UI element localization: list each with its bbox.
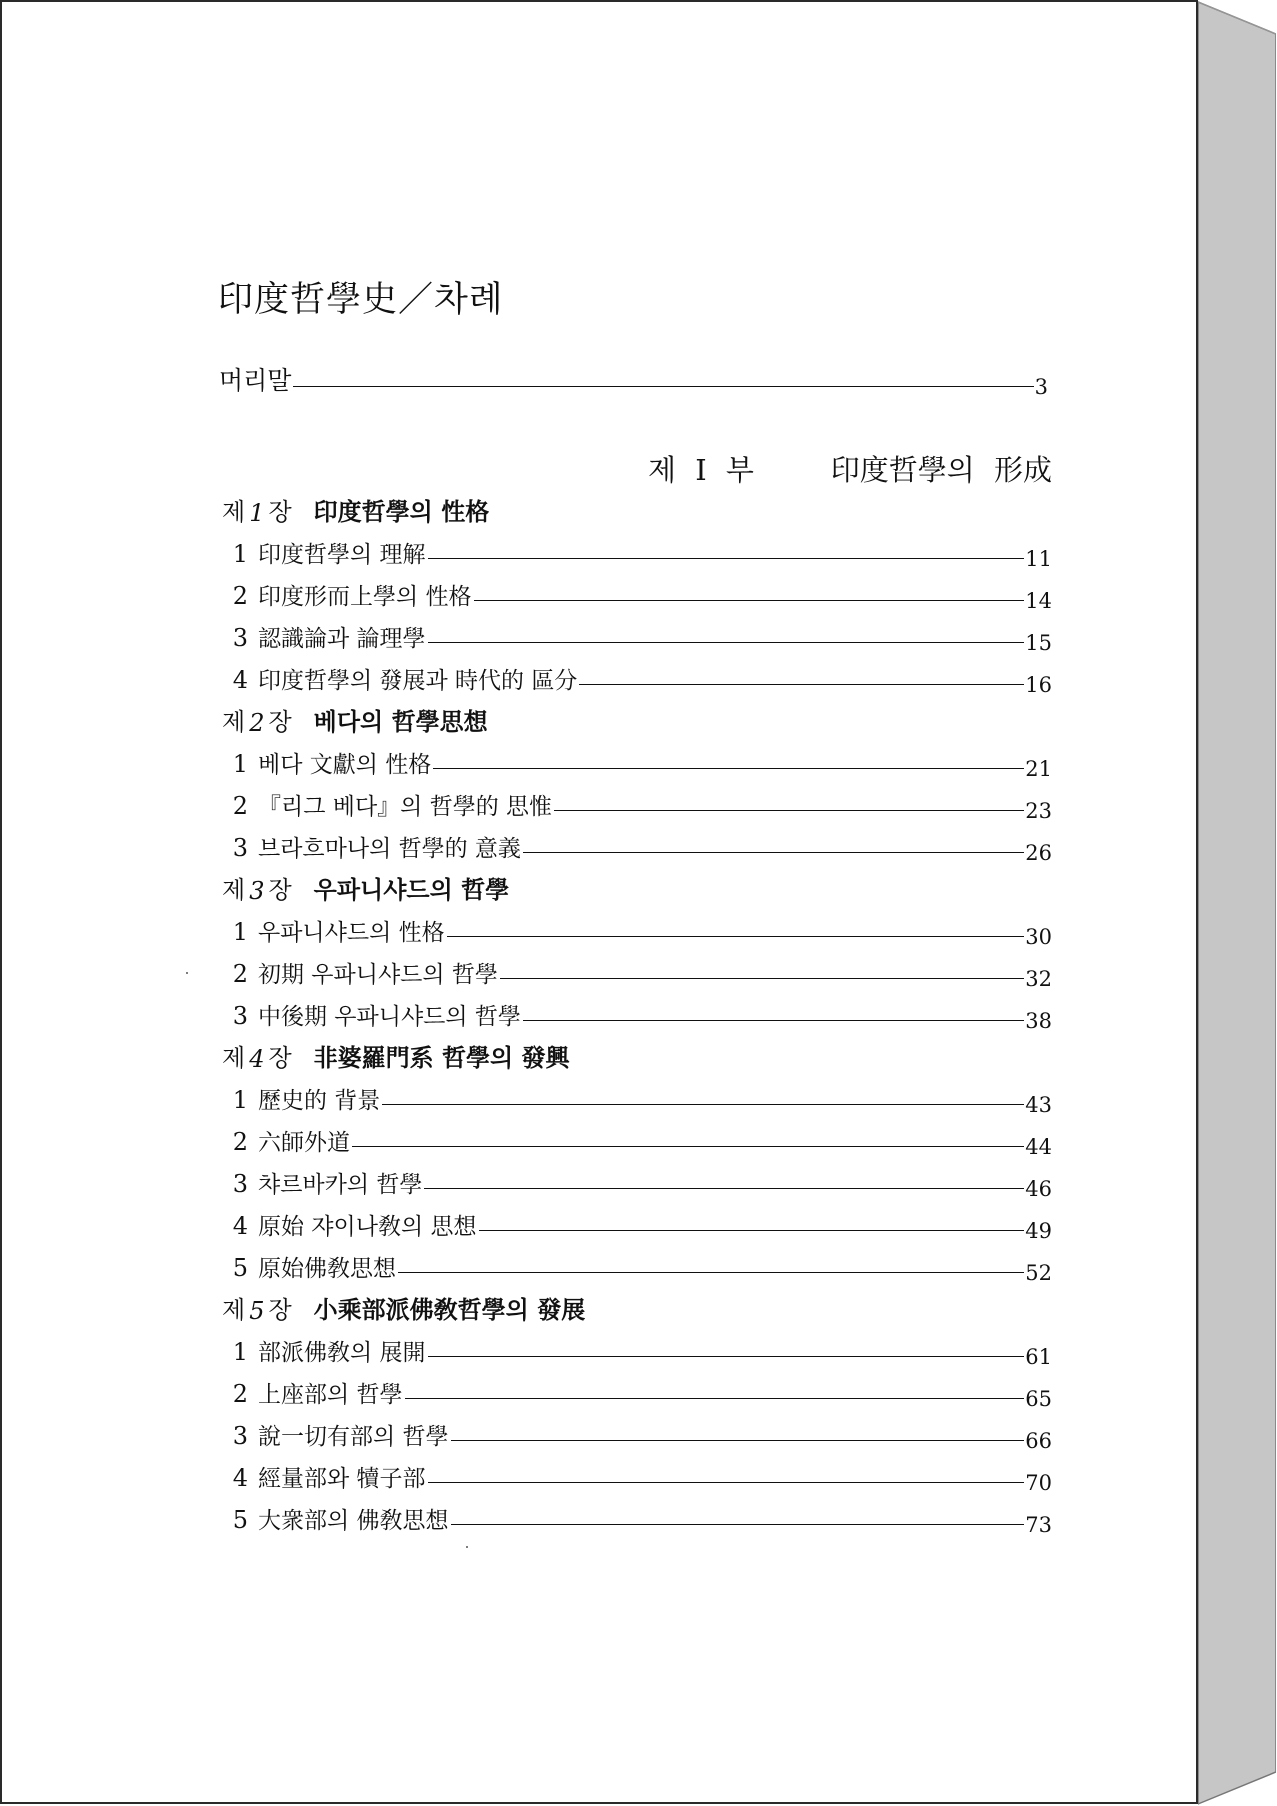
section-title: 印度形而上學의 性格 <box>258 584 472 610</box>
section-label <box>222 662 579 695</box>
section-number: 4 <box>232 1464 248 1492</box>
dot-leader <box>428 558 1025 559</box>
section-label <box>222 1250 398 1283</box>
section-title: 우파니샤드의 性格 <box>258 920 445 946</box>
chapter-suffix: 장 <box>268 498 292 526</box>
section-label <box>222 1502 451 1535</box>
toc-section-entry[interactable] <box>222 1375 1052 1409</box>
section-title: 歷史的 背景 <box>258 1088 381 1114</box>
dot-leader <box>382 1104 1024 1105</box>
dot-leader <box>428 1482 1025 1483</box>
section-title: 認識論과 論理學 <box>258 626 426 652</box>
toc-section-entry[interactable] <box>222 1333 1052 1367</box>
section-label <box>222 998 523 1031</box>
section-label <box>222 746 433 779</box>
section-title: 初期 우파니샤드의 哲學 <box>258 962 498 988</box>
chapter-title: 우파니샤드의 哲學 <box>313 876 510 904</box>
section-title: 六師外道 <box>258 1130 350 1156</box>
section-label <box>222 956 500 989</box>
section-number: 1 <box>232 918 248 946</box>
page-number: 26 <box>1025 841 1052 865</box>
page-number: 38 <box>1025 1009 1052 1033</box>
toc-section-entry[interactable] <box>222 829 1052 863</box>
section-title: 部派佛敎의 展開 <box>258 1340 426 1366</box>
section-number: 5 <box>232 1254 248 1282</box>
chapter-number: 1 <box>249 499 265 527</box>
toc-section-entry[interactable] <box>222 1459 1052 1493</box>
toc-section-entry[interactable] <box>222 1123 1052 1157</box>
page-number: 16 <box>1025 673 1052 697</box>
chapter-suffix: 장 <box>268 876 292 904</box>
chapter-suffix: 장 <box>268 1296 292 1324</box>
section-number: 1 <box>232 750 248 778</box>
section-number: 5 <box>232 1506 248 1534</box>
dot-leader <box>447 936 1025 937</box>
chapter-number: 2 <box>249 709 265 737</box>
section-title: 브라흐마나의 哲學的 意義 <box>258 836 521 862</box>
section-number: 3 <box>232 1002 248 1030</box>
dot-leader <box>554 810 1024 811</box>
page-number: 3 <box>1034 375 1048 399</box>
dot-leader <box>474 600 1025 601</box>
section-label <box>222 788 554 821</box>
chapter-title: 非婆羅門系 哲學의 發興 <box>313 1044 570 1072</box>
chapter-suffix: 장 <box>268 1044 292 1072</box>
toc-section-entry[interactable] <box>222 955 1052 989</box>
section-number: 2 <box>232 1128 248 1156</box>
chapter-title: 印度哲學의 性格 <box>313 498 490 526</box>
section-title: 印度哲學의 發展과 時代的 區分 <box>258 668 578 694</box>
page-number: 65 <box>1025 1387 1052 1411</box>
section-title: 經量部와 犢子部 <box>258 1466 426 1492</box>
section-label <box>222 578 474 611</box>
chapter-prefix: 제 <box>222 1296 246 1324</box>
chapter-number: 4 <box>249 1045 265 1073</box>
page-number: 46 <box>1025 1177 1052 1201</box>
section-label <box>222 1334 428 1367</box>
dot-leader <box>500 978 1024 979</box>
toc-section-entry[interactable] <box>222 661 1052 695</box>
chapter-heading[interactable] <box>222 1039 570 1073</box>
section-title: 『리그 베다』의 哲學的 思惟 <box>258 794 553 820</box>
section-number: 3 <box>232 1422 248 1450</box>
part-heading <box>648 448 1052 489</box>
page-number: 49 <box>1025 1219 1052 1243</box>
page-number: 44 <box>1025 1135 1052 1159</box>
section-number: 2 <box>232 582 248 610</box>
dot-leader <box>428 1356 1025 1357</box>
toc-section-entry[interactable] <box>222 1081 1052 1115</box>
section-label <box>222 620 428 653</box>
page-number: 43 <box>1025 1093 1052 1117</box>
section-title: 베다 文獻의 性格 <box>258 752 432 778</box>
section-number: 1 <box>232 1338 248 1366</box>
chapter-number: 3 <box>249 877 265 905</box>
section-label <box>222 1124 352 1157</box>
dot-leader <box>433 768 1024 769</box>
section-number: 4 <box>232 666 248 694</box>
section-title: 챠르바카의 哲學 <box>258 1172 423 1198</box>
section-title: 上座部의 哲學 <box>258 1382 403 1408</box>
section-label <box>222 1460 428 1493</box>
section-label <box>222 1208 479 1241</box>
toc-section-entry[interactable] <box>222 535 1052 569</box>
toc-title: 印度哲學史／차례 <box>218 280 504 320</box>
section-title: 原始 쟈이나敎의 思想 <box>258 1214 477 1240</box>
section-title: 印度哲學의 理解 <box>258 542 426 568</box>
dot-leader <box>352 1146 1024 1147</box>
page-number: 15 <box>1025 631 1052 655</box>
section-label <box>222 1418 451 1451</box>
chapter-title: 베다의 哲學思想 <box>313 708 488 736</box>
chapter-prefix: 제 <box>222 876 246 904</box>
dot-leader <box>479 1230 1025 1231</box>
section-label <box>222 536 428 569</box>
toc-section-entry[interactable] <box>222 1207 1052 1241</box>
section-title: 原始佛敎思想 <box>258 1256 396 1282</box>
dot-leader <box>451 1440 1025 1441</box>
chapter-heading[interactable] <box>222 703 488 737</box>
chapter-heading[interactable] <box>222 871 509 905</box>
section-number: 4 <box>232 1212 248 1240</box>
chapter-prefix: 제 <box>222 1044 246 1072</box>
section-label <box>222 1376 405 1409</box>
page-number: 70 <box>1025 1471 1052 1495</box>
chapter-prefix: 제 <box>222 498 246 526</box>
page-number: 14 <box>1025 589 1052 613</box>
toc-entry-preface[interactable] <box>219 363 1048 397</box>
section-label <box>222 830 523 863</box>
page-number: 30 <box>1025 925 1052 949</box>
toc-section-entry[interactable] <box>222 1249 1052 1283</box>
section-title: 大衆部의 佛敎思想 <box>258 1508 449 1534</box>
section-label <box>222 1082 382 1115</box>
dot-leader <box>293 386 1033 387</box>
page-number: 23 <box>1025 799 1052 823</box>
section-number: 1 <box>232 540 248 568</box>
part-title-text: 印度哲學의 形成 <box>830 453 1052 487</box>
page-thickness-edge <box>1198 0 1276 1806</box>
toc-section-entry[interactable] <box>222 1501 1052 1535</box>
toc-section-entry[interactable] <box>222 1165 1052 1199</box>
toc-section-entry[interactable] <box>222 787 1052 821</box>
dot-leader <box>405 1398 1025 1399</box>
section-number: 3 <box>232 624 248 652</box>
chapter-suffix: 장 <box>268 708 292 736</box>
toc-section-entry[interactable] <box>222 913 1052 947</box>
section-number: 3 <box>232 834 248 862</box>
section-label <box>222 914 447 947</box>
part-label: 제 I 부 <box>647 453 754 487</box>
chapter-heading[interactable] <box>222 493 489 527</box>
toc-section-entry[interactable] <box>222 745 1052 779</box>
stray-dot <box>466 1546 468 1548</box>
dot-leader <box>579 684 1024 685</box>
page-number: 11 <box>1025 547 1052 571</box>
preface-label: 머리말 <box>219 366 292 395</box>
dot-leader <box>428 642 1025 643</box>
dot-leader <box>398 1272 1024 1273</box>
toc-section-entry[interactable] <box>222 619 1052 653</box>
section-number: 2 <box>232 960 248 988</box>
section-title: 說一切有部의 哲學 <box>258 1424 449 1450</box>
page-number: 66 <box>1025 1429 1052 1453</box>
page-number: 32 <box>1025 967 1052 991</box>
chapter-number: 5 <box>249 1297 265 1325</box>
section-number: 3 <box>232 1170 248 1198</box>
chapter-prefix: 제 <box>222 708 246 736</box>
page-number: 61 <box>1025 1345 1052 1369</box>
section-title: 中後期 우파니샤드의 哲學 <box>258 1004 521 1030</box>
page-number: 21 <box>1025 757 1052 781</box>
toc-section-entry[interactable] <box>222 997 1052 1031</box>
dot-leader <box>424 1188 1024 1189</box>
toc-section-entry[interactable] <box>222 1417 1052 1451</box>
chapter-title: 小乘部派佛敎哲學의 發展 <box>313 1296 586 1324</box>
dot-leader <box>451 1524 1025 1525</box>
dot-leader <box>523 852 1024 853</box>
page-number: 73 <box>1025 1513 1052 1537</box>
toc-section-entry[interactable] <box>222 577 1052 611</box>
section-number: 2 <box>232 792 248 820</box>
section-number: 2 <box>232 1380 248 1408</box>
dot-leader <box>523 1020 1024 1021</box>
chapter-heading[interactable] <box>222 1291 585 1325</box>
section-number: 1 <box>232 1086 248 1114</box>
page-number: 52 <box>1025 1261 1052 1285</box>
section-label <box>222 1166 424 1199</box>
stray-dot <box>186 972 188 974</box>
